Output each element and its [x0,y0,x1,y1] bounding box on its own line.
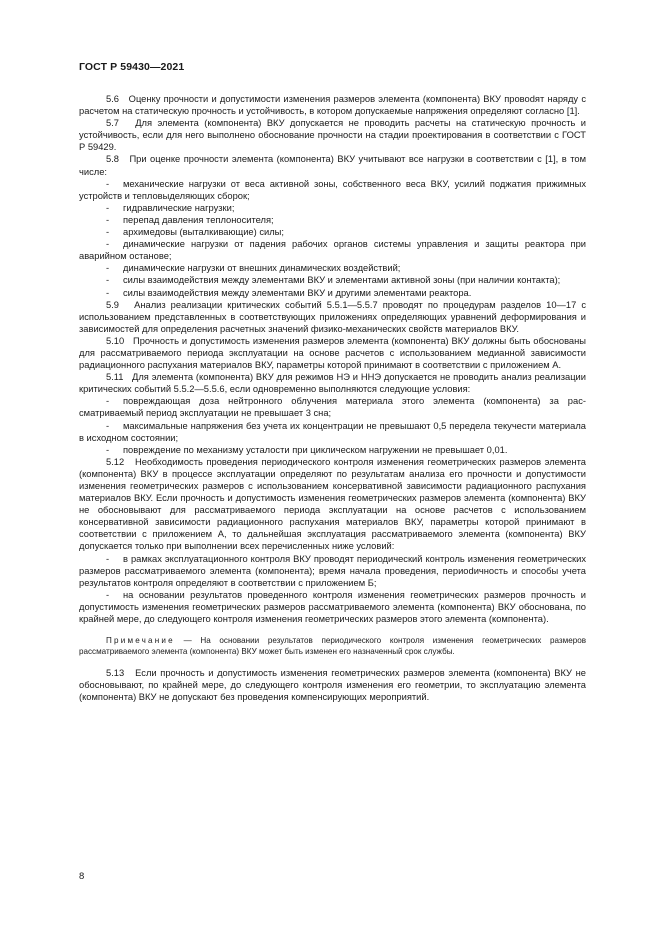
clause-number: 5.13 [106,668,125,679]
paragraph-5-10 [79,335,586,371]
clause-number: 5.12 [106,456,125,467]
list-item: - перепад давления теплоносителя; [106,214,274,225]
note-text: — На основании результатов периодического контроля изменения геометрических размеров рассматриваемого элемента (компонента) ВКУ может быть изменен его назначенный срок службы. [79,636,586,657]
paragraph-5-8 [79,153,586,177]
paragraph-5-6 [79,93,586,117]
list-dash: - [106,275,110,286]
note-label: Примечание [106,636,175,646]
clause-number: 5.10 [106,335,125,346]
clause-text: Оценку прочности и допустимости изменения размеров элемента (компонента) ВКУ провоdят наряду с расчетом на статическую прочность и устойчивость, в котором допускаемые напряжения определяют согласно [1]. [79,94,587,117]
list-item: - механические нагрузки от веса активной зоны, собственного веса ВКУ, усилий поджатия прижимных устройств и тепловыделяющих сборок; [79,178,586,201]
list-item: - динамические нагрузки от падения рабочих органов системы управления и защиты реактора при аварийном останове; [79,239,586,262]
paragraph-5-13 [79,667,586,703]
list-dash: - [106,178,110,189]
clause-text: Необходимость проведения периодического контроля изменения геометрических размеров элемента (компонента) ВКУ в процессе эксплуатации определяют по результатам анализа его прочности и допустимости изменения геометрических размеров с использованием консервативной зависимости радиационного распухания материалов ВКУ. Если прочность и допустимость изменения геометрических размеров элемента (компонента) ВКУ не обосновывают для рассматриваемого периода эксплуатации на основе расчетов с использованием консервативной зависимости радиационного распухания материалов ВКУ, параметры которой принимают в соответствии с приложением А, то дальнейшая эксплуатация рассматриваемого элемента (компонента) ВКУ допускается только при выполнении всех перечисленных ниже условий: [79,456,586,552]
paragraph-5-11 [79,371,586,395]
clause-text: Анализ реализации критических событий 5.5.1—5.5.7 проводят по процедурам разделов 10—17 с использованием представленных в соответствующих приложениях определяющих уравнений деформирования и зависимостей для определения расчетных значений физико-механических свойств материалов ВКУ. [79,299,586,334]
list-dash: - [106,202,110,213]
document-header: ГОСТ Р 59430—2021 [79,61,185,73]
clause-number: 5.9 [106,299,119,310]
paragraph-5-12 [79,456,586,553]
paragraph-5-7 [79,117,586,153]
list-dash: - [106,263,110,274]
list-item: - силы взаимодействия между элементами ВКУ и элементами активной зоны (при наличии контакта); [106,275,561,286]
clause-number: 5.6 [106,94,119,104]
document-body [79,93,586,703]
clause-text: Для элемента (компонента) ВКУ для режимов НЭ и ННЭ допускается не проводить анализ реализации критических событий 5.5.2—5.5.6, если одновременно выполняются следующие условия: [79,372,586,395]
list-dash: - [106,227,110,238]
list-item: - динамические нагрузки от внешних динамических воздействий; [106,263,401,274]
list-dash: - [106,239,110,250]
paragraph-5-9 [79,299,586,335]
clause-number: 5.11 [106,372,124,383]
clause-text: Если прочность и допустимость изменения геометрических размеров элемента (компонента) ВКУ не обосновывают, по крайней мере, до следующего контроля изменения его геометрии, то эксплуатацию элемента (компонента) ВКУ не допускают без проведения компенсирующих мероприятий. [79,668,586,703]
list-item: - силы взаимодействия между элементами ВКУ и другими элементами реактора. [106,287,472,298]
list-dash: - [106,396,110,407]
list-dash: - [106,287,110,298]
list-item: - гидравлические нагрузки; [106,202,235,213]
list-dash: - [106,420,110,431]
clause-number: 5.7 [106,118,119,129]
page-number: 8 [79,871,85,882]
list-item: - максимальные напряжения без учета их концентрации не превышают 0,5 передела текучести материала в исходном состоянии; [79,420,586,443]
list-item: - на основании результатов проведенного контроля изменения геометрических размеров прочность и допустимость изменения геометрических размеров рассматриваемого элемента (компонента) ВКУ обоснована, по крайней мере, до следующего контроля изменения геометрических размеров этого элемента (компонента). [79,589,586,625]
list-item: - повреждение по механизму усталости при циклическом нагружении не превышает 0,01. [106,444,508,455]
list-dash: - [106,444,110,455]
list-dash: - [106,589,110,600]
list-item: - повреждающая доза нейтронного облучения материала этого элемента (компонента) за рассматриваемый период эксплуатации не превышает 3 сна; [79,396,586,419]
list-dash: - [106,214,110,225]
clause-number: 5.8 [106,154,119,165]
note [79,635,586,657]
clause-text: Прочность и допустимость изменения размеров элемента (компонента) ВКУ должны быть обоснованы для рассматриваемого периода эксплуатации на основе расчетов с использованием медианной зависимости радиационного распухания материалов ВКУ, параметры которой принимают в соответствии с приложением А. [79,335,586,371]
clause-text: Для элемента (компонента) ВКУ допускается не проводить расчеты на статическую прочность и устойчивость, если для него выполнено обоснование прочности на стадии проектирования в соответствии с ГОСТ Р 59429. [79,118,586,153]
list-item: - в рамках эксплуатационного контроля ВКУ проводят периодический контроль изменения геометрических размеров рассматриваемого элемента (компонента); время начала проведения, периоdичность и способы учета результатов контроля определяют в соответствии с приложением Б; [79,553,586,588]
list-dash: - [106,553,110,564]
clause-text: При оценке прочности элемента (компонента) ВКУ учитывают все нагрузки в соответствии с [1], в том числе: [79,154,586,177]
list-item: - архимедовы (выталкивающие) силы; [106,227,284,238]
